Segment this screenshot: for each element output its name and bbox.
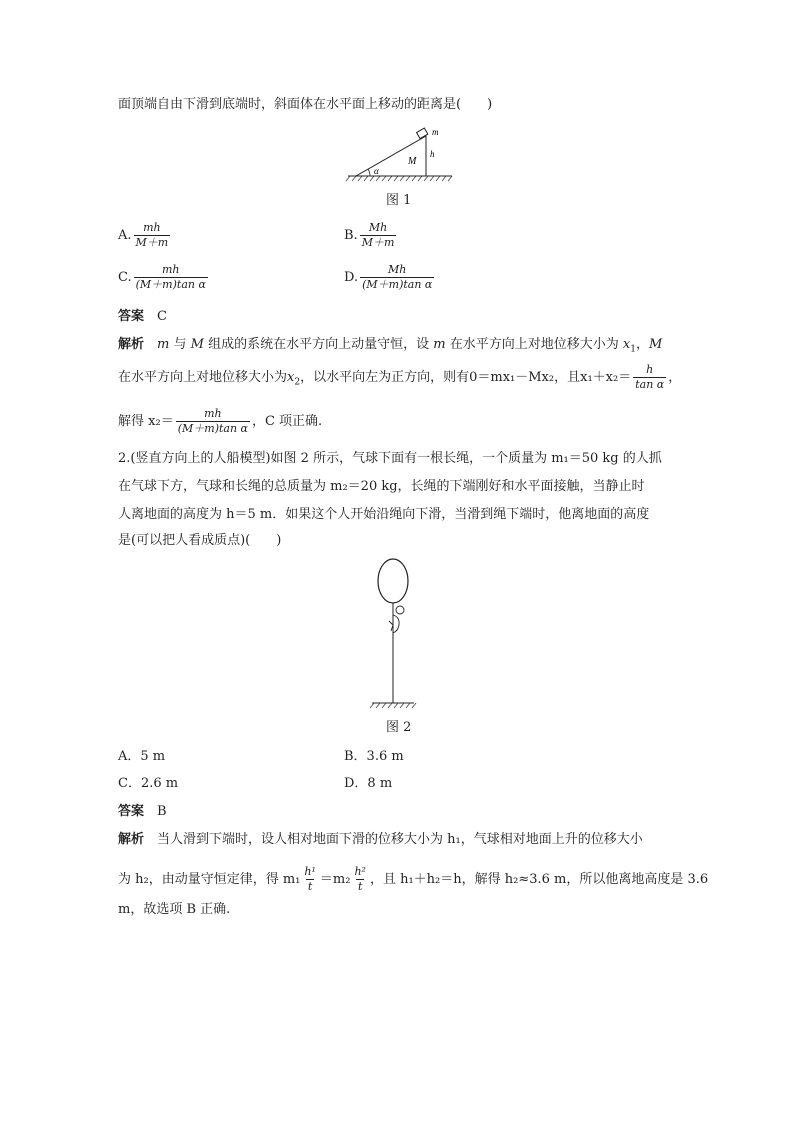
question-2-line1: 2.(竖直方向上的人船模型)如图 2 所示，气球下面有一根长绳，一个质量为 m₁＝50 kg 的人抓 [118, 451, 662, 466]
question-1-stem: 面顶端自由下滑到底端时，斜面体在水平面上移动的距离是( ) [118, 97, 493, 112]
label-m: m [432, 127, 439, 137]
analysis-1-line1: 解析 m 与 M 组成的系统在水平方向上动量守恒，设 m 在水平方向上对地位移大小为 $x_1$，M [118, 336, 663, 355]
option-d: D. $\frac{Mh}{\text{(M＋m)tan α}}$ [344, 263, 433, 291]
option-c: C. $\frac{mh}{\text{(M＋m)tan α}}$ [118, 263, 206, 291]
figure-1-incline [340, 124, 460, 184]
option-b: B. $\frac{Mh}{M+m}$ [344, 221, 395, 249]
figure-2-balloon [356, 555, 436, 715]
figure-1-caption: 图 1 [386, 193, 412, 208]
q2-option-d: D．8 m [344, 776, 393, 791]
analysis-2-line1: 解析 当人滑到下端时，设人相对地面下滑的位移大小为 h₁，气球相对地面上升的位移大小 [118, 831, 643, 847]
option-a: A. $\frac{mh}{M+m}$ [118, 221, 169, 249]
figure-2-caption: 图 2 [386, 720, 412, 735]
analysis-1-line2: 在水平方向上对地位移大小为$x_2$，以水平向左为正方向，则有0＝mx₁－Mx₂，且x₁＋x₂＝ $\frac{h}{\text{tan α}}$ ， [118, 363, 682, 391]
label-alpha: α [374, 166, 379, 176]
analysis-1-line3: 解得 x₂＝ $\frac{mh}{\text{(M＋m)tan α}}$ ，C 项正确. [118, 407, 323, 435]
answer-1: 答案 C [118, 308, 167, 324]
answer-2: 答案 B [118, 803, 167, 819]
label-M: M [408, 156, 417, 167]
label-h: h [430, 149, 435, 159]
q2-option-b: B．3.6 m [344, 749, 404, 764]
question-2-line3: 人离地面的高度为 h＝5 m．如果这个人开始沿绳向下滑，当滑到绳下端时，他离地面的高度 [118, 507, 650, 522]
question-2-line2: 在气球下方，气球和长绳的总质量为 m₂＝20 kg，长绳的下端刚好和水平面接触，当静止时 [118, 479, 645, 494]
analysis-2-line2: 为 h₂，由动量守恒定律，得 m₁ $\frac{\text{h¹}}{t}$ ＝m₂ $\frac{\text{h²}}{t}$ ，且 h₁＋h₂＝h，解得 h₂≈3.6 m，所以他离地高度是 3.6 [118, 865, 709, 893]
q2-option-a: A．5 m [118, 749, 166, 764]
q2-option-c: C．2.6 m [118, 776, 179, 791]
question-2-line4: 是(可以把人看成质点)( ) [118, 533, 282, 548]
analysis-2-line3: m，故选项 B 正确. [118, 902, 231, 917]
